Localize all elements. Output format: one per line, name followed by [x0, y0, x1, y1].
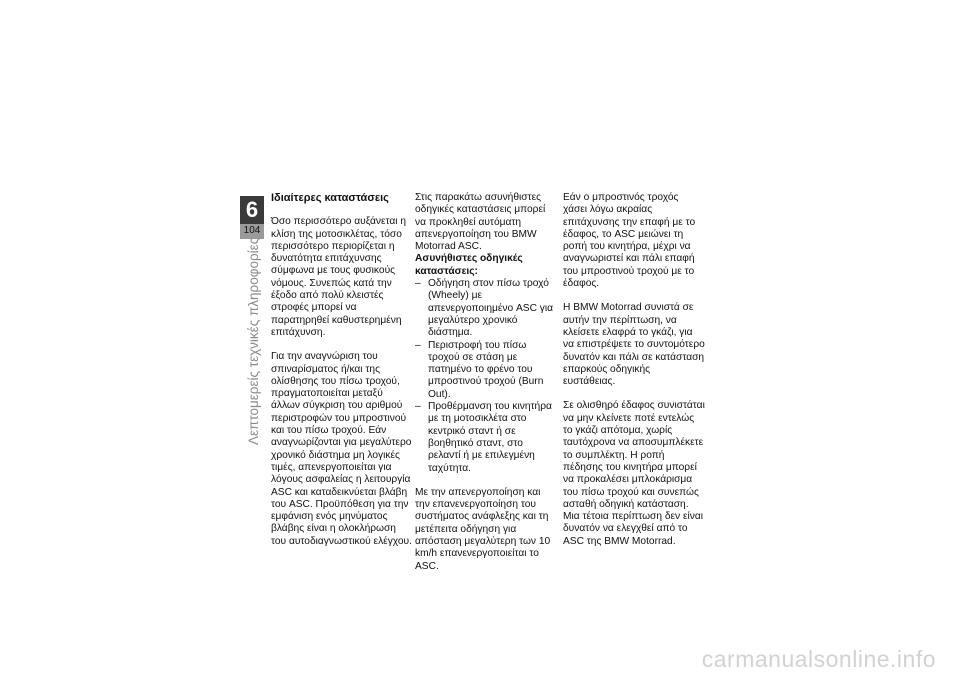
paragraph: Εάν ο μπροστινός τροχός χάσει λόγω ακραίας επιτάχυνσης την επαφή με το έδαφος, το ASC μειώνει τη ροπή του κινητήρα, μέχρι να αναγνωριστεί και πάλι επαφή του μπροστινού τροχού με το έδαφος.: [563, 192, 696, 290]
page-number: 104: [240, 224, 264, 239]
paragraph: Για την αναγνώριση του σπιναρίσματος ή/και της ολίσθησης του πίσω τροχού, πραγματοποιείται μεταξύ άλλων σύγκριση του αριθμού περιστροφών του μπροστινού και του πίσω τροχού. Εάν αναγνωρίζονται για μεγαλύτερο χρονικό διάστημα μη λογικές τιμές, απενεργοποιείται για λόγους ασφαλείας η λειτουργία ASC και καταδεικνύεται βλάβη του ASC. Προϋπόθεση για την εμφάνιση ενός μηνύματος βλάβης είναι η ολοκλήρωση του αυτοδιαγνωστικού ελέγχου.: [271, 351, 412, 547]
text-column-3: [563, 192, 705, 560]
chapter-number: 6: [245, 197, 259, 222]
list-item: – Προθέρμανση του κινητήρα με τη μοτοσικλέτα στο κεντρικό σταντ ή σε βοηθητικό σταντ, στο ρελαντί ή με επιλεγμένη ταχύτητα.: [415, 401, 557, 475]
text-column-1: [271, 192, 413, 560]
list-item: – Περιστροφή του πίσω τροχού σε στάση με πατημένο το φρένο του μπροστινού τροχού (Burn Out).: [415, 340, 557, 401]
watermark: carmanualsonline.info: [701, 646, 936, 672]
text-column-2: [415, 192, 557, 585]
section-heading: Ιδιαίτερες καταστάσεις: [271, 192, 389, 204]
paragraph: Όσο περισσότερο αυξάνεται η κλίση της μοτοσικλέτας, τόσο περισσότερο περιορίζεται η δυνατότητα επιτάχυνσης σύμφωνα με τους φυσικούς νόμους. Συνεπώς κατά την έξοδο από πολύ κλειστές στροφές μπορεί να παρατηρηθεί καθυστερημένη επιτάχυνση.: [271, 216, 407, 338]
paragraph: Στις παρακάτω ασυνήθιστες οδηγικές καταστάσεις μπορεί να προκληθεί αυτόματη απενεργοποίηση του BMW Motorrad ASC.: [415, 192, 546, 253]
paragraph: Η BMW Motorrad συνιστά σε αυτήν την περίπτωση, να κλείσετε ελαφρά το γκάζι, για να επιστρέψετε το συντομότερο δυνατόν και πάλι σε κατάσταση επαρκούς οδηγικής ευστάθειας.: [563, 302, 705, 388]
bold-label: Ασυνήθιστες οδηγικές καταστάσεις:: [415, 253, 523, 277]
paragraph: Με την απενεργοποίηση και την επανενεργοποίηση του συστήματος ανάφλεξης και τη μετέπειτα οδήγηση για απόσταση μεγαλύτερη των 10 km/h επανενεργοποιείται το ASC.: [415, 486, 551, 572]
paragraph: Σε ολισθηρό έδαφος συνιστάται να μην κλείνετε ποτέ εντελώς το γκάζι απότομα, χωρίς ταυτόχρονα να αποσυμπλέκετε το συμπλέκτη. Η ροπή πέδησης του κινητήρα μπορεί να προκαλέσει μπλοκάρισμα του πίσω τροχού και συνεπώς ασταθή οδηγική κατάσταση. Μια τέτοια περίπτωση δεν είναι δυνατόν να ελεγχθεί από το ASC της BMW Motorrad.: [563, 400, 705, 547]
situation-list: [415, 278, 557, 475]
chapter-tab: [240, 196, 264, 239]
chapter-side-label: Λεπτομερείς τεχνικές πληροφορίες: [246, 237, 261, 445]
list-item: – Οδήγηση στον πίσω τροχό (Wheely) με απενεργοποιημένο ASC για μεγαλύτερο χρονικό διάστημα.: [415, 278, 557, 339]
